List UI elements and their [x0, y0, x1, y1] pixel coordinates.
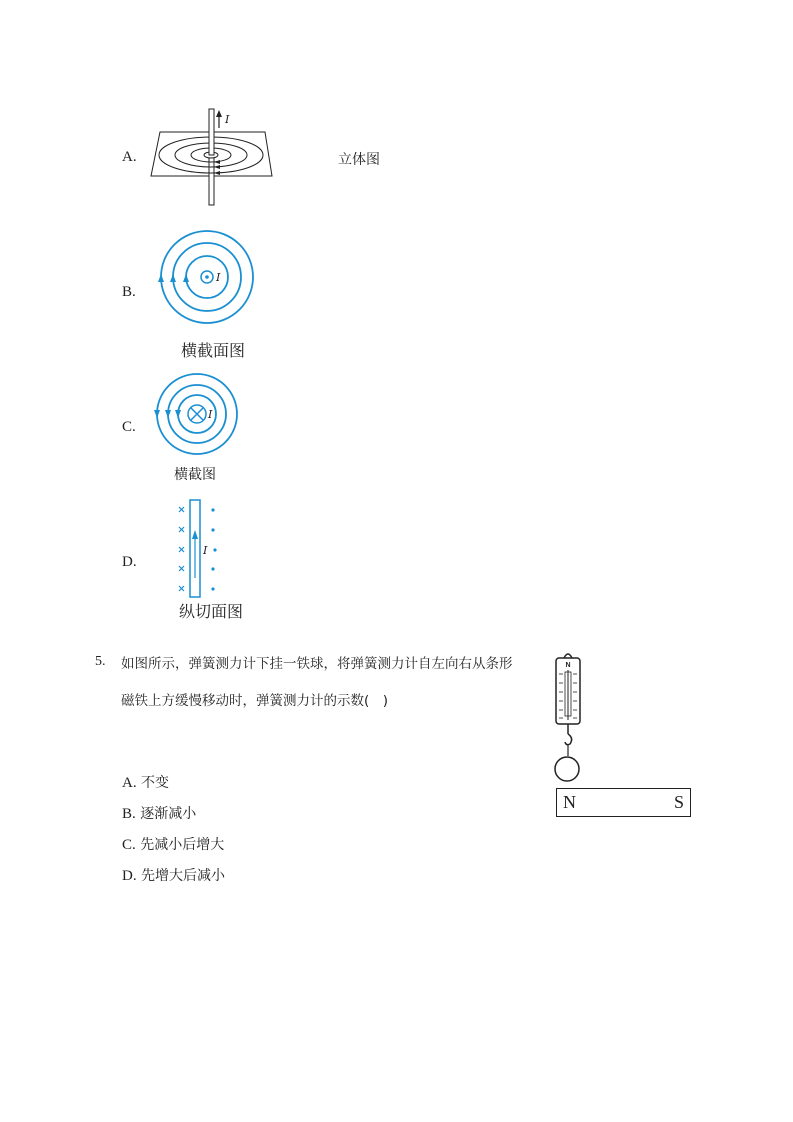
bar-magnet [556, 788, 691, 817]
question-5-text-line-2: 磁铁上方缓慢移动时，弹簧测力计的示数( ) [121, 693, 389, 709]
choice-c-letter: C. [122, 837, 136, 853]
option-c-caption: 横截图 [174, 467, 216, 483]
choice-d-text: 先增大后减小 [141, 868, 226, 884]
option-c-current-label: I [208, 408, 213, 421]
magnet-south-pole: S [673, 792, 684, 812]
choice-a-letter: A. [122, 775, 137, 791]
option-d-letter: D. [122, 554, 137, 570]
choice-b-letter: B. [122, 806, 136, 822]
question-5-text-line-1: 如图所示，弹簧测力计下挂一铁球，将弹簧测力计自左向右从条形 [121, 656, 513, 672]
choice-a-text: 不变 [141, 775, 170, 791]
question-5-number: 5. [95, 654, 106, 669]
option-b-current-label: I [216, 271, 221, 284]
option-a-diagram [148, 106, 278, 208]
choice-c[interactable] [122, 834, 224, 854]
option-d-caption: 纵切面图 [179, 602, 244, 621]
choice-c-text: 先减小后增大 [140, 837, 225, 853]
option-b-diagram [158, 230, 256, 328]
choice-b-text: 逐渐减小 [140, 806, 197, 822]
spring-scale-unit: N [565, 662, 571, 669]
option-a-letter: A. [122, 149, 137, 165]
choice-d[interactable] [122, 865, 225, 885]
option-d-current-label: I [203, 544, 208, 557]
option-a-caption: 立体图 [338, 152, 380, 168]
option-c-diagram [155, 372, 241, 458]
spring-scale-diagram [548, 650, 588, 786]
choice-d-letter: D. [122, 868, 137, 884]
choice-b[interactable] [122, 803, 196, 823]
option-b-caption: 横截面图 [181, 341, 246, 360]
option-b-letter: B. [122, 284, 136, 300]
magnet-north-pole: N [563, 792, 576, 812]
choice-a[interactable] [122, 772, 169, 792]
option-d-diagram [172, 498, 222, 598]
option-a-current-label: I [225, 113, 230, 126]
option-c-letter: C. [122, 419, 136, 435]
